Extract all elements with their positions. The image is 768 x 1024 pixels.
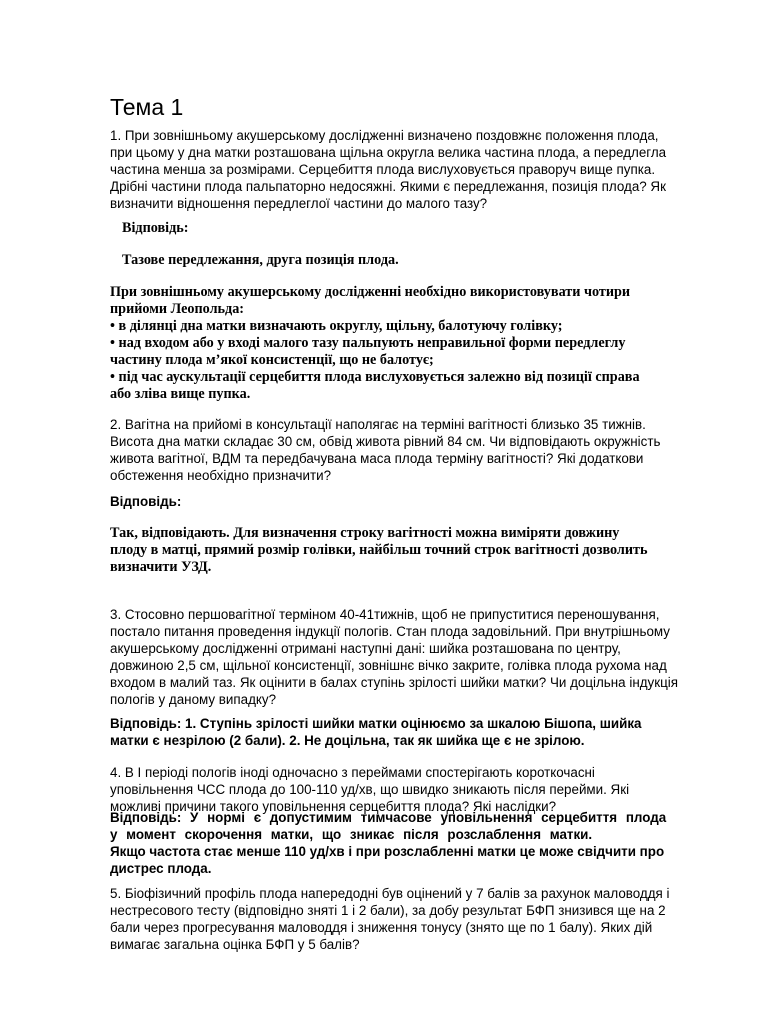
question-5	[110, 885, 720, 953]
answer-1-line: • в ділянці дна матки визначають округлу, щільну, балотуючу голівку;	[110, 318, 563, 334]
question-2-line: 2. Вагітна на прийомі в консультації наполягає на терміні вагітності близько 35 тижнів.	[110, 417, 646, 432]
question-1-line: частина менша за розмірами. Серцебиття плода вислуховується праворуч вище пупка.	[110, 162, 656, 177]
answer-1-label	[110, 220, 732, 237]
answer-4-line: Відповідь: У нормі є допустимим тимчасове уповільнення серцебиття плода	[110, 810, 667, 825]
answer-1-line: • під час аускультації серцебиття плода вислуховується залежно від позиції справа	[110, 369, 640, 385]
question-1-line: при цьому у дна матки розташована щільна округла велика частина плода, а передлегла	[110, 145, 667, 160]
question-5-line: нестресового тесту (відповідно зняті 1 і 2 бали), за добу результат БФП знизився ще на 2	[110, 903, 666, 918]
question-2-line: обстеження необхідно призначити?	[110, 468, 332, 483]
question-2	[110, 416, 720, 484]
answer-label: Відповідь:	[122, 220, 189, 236]
question-2-line: живота вагітної, ВДМ та передбачувана маса плода терміну вагітності? Які додаткови	[110, 451, 644, 466]
question-4-line: можливі причини такого уповільнення серцебиття плода? Які наслідки?	[110, 799, 557, 814]
question-3-line: постало питання проведення індукції пологів. Стан плода задовільний. При внутрішньому	[110, 624, 670, 639]
answer-4	[110, 809, 720, 877]
question-4	[110, 764, 720, 815]
question-5-line: 5. Біофізичний профіль плода напередодні був оцінений у 7 балів за рахунок маловоддя і	[110, 886, 670, 901]
answer-3-line: Відповідь: 1. Ступінь зрілості шийки матки оцінюємо за шкалою Бішопа, шийка	[110, 716, 642, 731]
question-3-line: довжиною 2,5 см, щільної консистенції, зовнішнє вічко закрите, голівка плода рухома над	[110, 658, 667, 673]
answer-1-line: або зліва вище пупка.	[110, 386, 251, 402]
question-3-line: акушерському дослідженні отримані наступні дані: шийка розташована по центру,	[110, 641, 621, 656]
answer-3-line: матки є незрілою (2 бали). 2. Не доцільна, так як шийка ще є не зрілою.	[110, 733, 585, 748]
question-5-line: вимагає загальна оцінка БФП у 5 балів?	[110, 937, 360, 952]
question-3-line: пологів у даному випадку?	[110, 692, 277, 707]
answer-label: Відповідь:	[110, 494, 182, 509]
answer-4-line: Якщо частота стає менше 110 уд/хв і при розслабленні матки це може свідчити про	[110, 844, 665, 859]
question-3-line: 3. Стосовно першовагітної терміном 40-41тижнів, щоб не припуститися переношування,	[110, 607, 660, 622]
question-5-line: бали через прогресування маловоддя і зниження тонусу (знято ще по 1 балу). Яких дій	[110, 920, 653, 935]
answer-2-line: визначити УЗД.	[110, 559, 212, 575]
answer-2	[110, 525, 720, 576]
answer-4-line: дистрес плода.	[110, 861, 212, 876]
question-4-line: 4. В І періоді пологів іноді одночасно з переймами спостерігають короткочасні	[110, 765, 595, 780]
answer-3	[110, 715, 720, 749]
question-4-line: уповільнення ЧСС плода до 100-110 уд/хв, що швидко зникають після перейми. Які	[110, 782, 630, 797]
question-1-line: Дрібні частини плода пальпаторно недосяжні. Якими є передлежання, позиція плода? Як	[110, 179, 666, 194]
question-2-line: Висота дна матки складає 30 см, обвід живота рівний 84 см. Чи відповідають окружність	[110, 434, 661, 449]
answer-1-line: частину плода м’якої консистенції, що не балотує;	[110, 352, 434, 368]
answer-2-label	[110, 493, 720, 510]
answer-2-line: плоду в матці, прямий розмір голівки, найбільш точний строк вагітності дозволить	[110, 542, 648, 558]
answer-4-line: у момент скорочення матки, що зникає після розслаблення матки.	[110, 827, 593, 842]
question-3-line: входом в малий таз. Як оцінити в балах ступінь зрілості шийки матки? Чи доцільна індукція	[110, 675, 678, 690]
answer-1-short	[110, 252, 732, 269]
question-1	[110, 127, 720, 212]
answer-1-line: При зовнішньому акушерському дослідженні необхідно використовувати чотири	[110, 284, 631, 300]
question-3	[110, 606, 720, 708]
page-title: Тема 1	[110, 94, 184, 120]
answer-2-line: Так, відповідають. Для визначення строку вагітності можна виміряти довжину	[110, 525, 620, 541]
question-1-line: визначити відношення передлеглої частини до малого тазу?	[110, 196, 488, 211]
answer-1-line: • над входом або у вході малого тазу пальпують неправильної форми передлеглу	[110, 335, 626, 351]
question-1-line: 1. При зовнішньому акушерському дослідженні визначено поздовжнє положення плода,	[110, 128, 659, 143]
answer-1-detail	[110, 284, 720, 403]
answer-1-line: прийоми Леопольда:	[110, 301, 245, 317]
answer-text: Тазове передлежання, друга позиція плода.	[122, 252, 399, 268]
